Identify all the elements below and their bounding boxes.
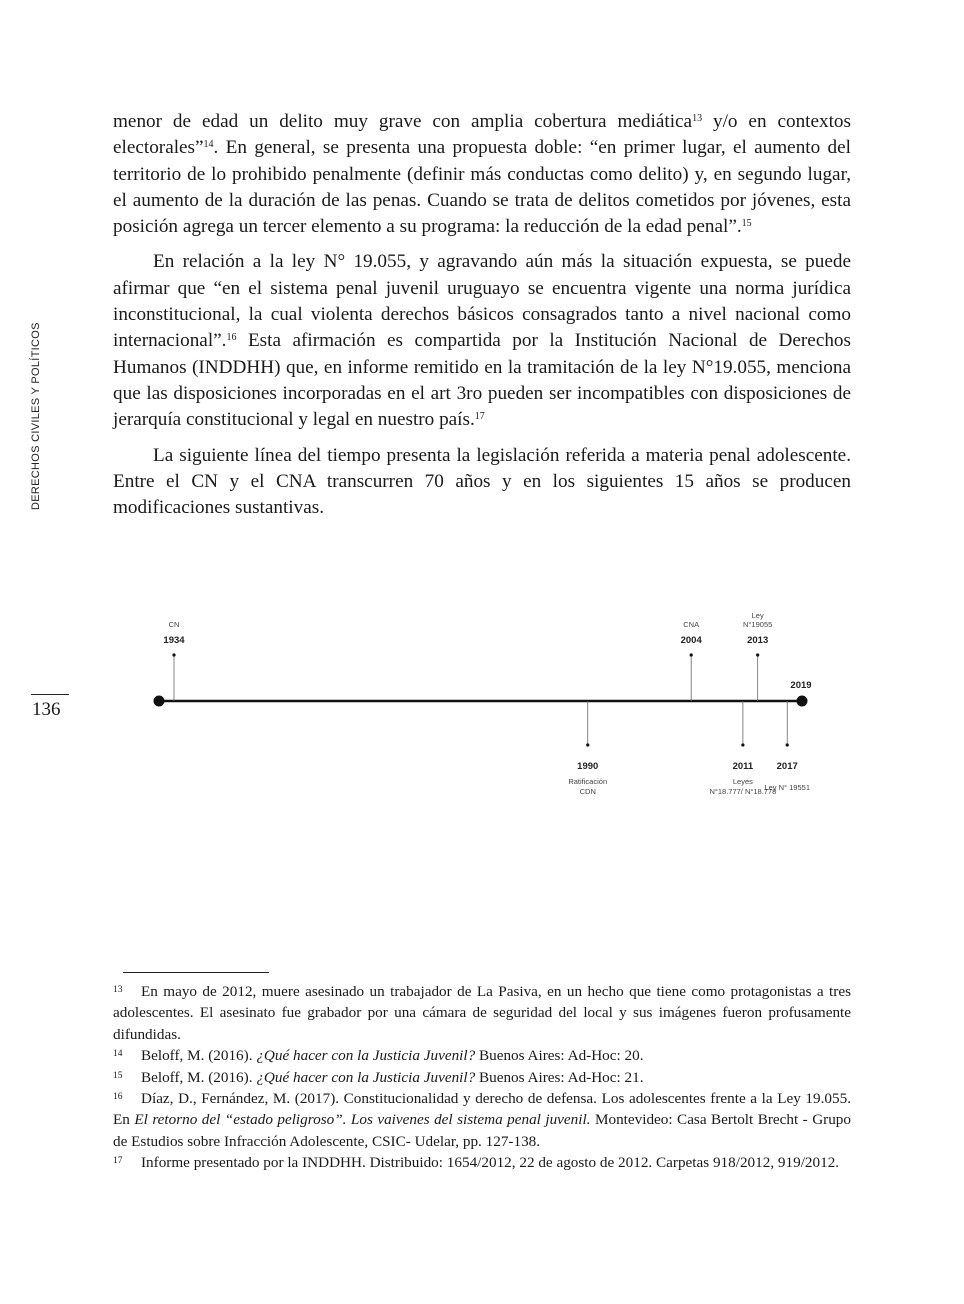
paragraph-2: En relación a la ley N° 19.055, y agravando aún más la situación expuesta, se puede afirmar que “en el sistema penal juvenil uruguayo se encuentra vigente una norma jurídica inconstitucional, la cual violenta derechos básicos consagrados tanto a nivel nacional como internacional”.$^{16}$ Esta afirmación es compartida por la Institución Nacional de Derechos Humanos (INDDHH) que, en informe remitido en la tramitación de la ley N°19.055, menciona que las disposiciones incorporadas en el art 3ro pueden ser incompatibles con disposiciones de jerarquía constitucional y legal en nuestro país.$^{17}$	[113, 251, 851, 431]
footnote-ref-15: 15	[741, 218, 752, 230]
footnote-number: 15	[113, 1070, 123, 1081]
paragraph-3: La siguiente línea del tiempo presenta la legislación referida a materia penal adolescente. Entre el CN y el CNA transcurren 70 años y en los siguientes 15 años se producen modificaciones sustantivas.	[113, 444, 851, 519]
body-text	[113, 109, 851, 530]
footnote-number: 17	[113, 1156, 123, 1167]
page-number-rule	[31, 694, 69, 695]
timeline-year-label: 1990	[577, 761, 599, 772]
footnote-text: Buenos Aires: Ad-Hoc: 20.	[475, 1047, 644, 1065]
footnote-16	[113, 1088, 851, 1152]
page-number: 136	[32, 699, 61, 720]
timeline-start-dot	[154, 696, 165, 707]
footnote-17	[113, 1152, 851, 1173]
timeline-tick-dot	[690, 653, 693, 656]
footnote-title: ¿Qué hacer con la Justicia Juvenil?	[256, 1068, 476, 1086]
footnote-text: Montevideo: Casa Bertolt Brecht - Grupo de Estudios sobre Infracción Adolescente, CSIC- Udelar, pp. 127-138.	[113, 1111, 851, 1150]
timeline-event-label: CNA	[683, 620, 700, 629]
timeline-events	[163, 611, 810, 796]
section-label: DERECHOS CIVILES Y POLÍTICOS	[30, 322, 42, 510]
timeline-tick-dot	[741, 743, 744, 746]
footnote-number: 16	[113, 1092, 123, 1103]
timeline-year-label: 2004	[680, 635, 702, 646]
timeline-tick-dot	[756, 653, 759, 656]
footnote-title: El retorno del “estado peligroso”. Los vaivenes del sistema penal juvenil.	[134, 1111, 591, 1129]
timeline-event-label: Ley N° 19551	[764, 783, 810, 792]
timeline-end-year: 2019	[790, 680, 812, 691]
paragraph-1: menor de edad un delito muy grave con amplia cobertura mediática$^{13}$ y/o en contextos electorales”$^{14}$. En general, se presenta una propuesta doble: “en primer lugar, el aumento del territorio de lo prohibido penalmente (definir más conductas como delito) y, en segundo lugar, el aumento de la duración de las penas. Cuando se trata de delitos cometidos por jóvenes, esta posición agrega un tercer elemento a su programa: la reducción de la edad penal”.$^{15}$	[113, 111, 851, 238]
footnote-text: Díaz, D., Fernández, M. (2017). Constitucionalidad y derecho de defensa. Los adolescentes frente a la Ley 19.055. En	[113, 1090, 851, 1129]
timeline-tick-dot	[172, 653, 175, 656]
footnote-rule	[123, 972, 269, 973]
timeline-event-label: CN	[168, 620, 180, 629]
timeline-year-label: 2013	[747, 635, 769, 646]
timeline-figure	[140, 600, 840, 820]
footnote-text: Beloff, M. (2016).	[141, 1047, 257, 1065]
footnote-ref-14: 14	[203, 139, 214, 151]
footnote-13	[113, 981, 851, 1045]
footnotes	[113, 981, 851, 1174]
timeline-event-label: Ley N°19055	[743, 611, 773, 629]
timeline-event-label: Leyes N°18.777/ N°18.778	[709, 777, 777, 796]
footnote-text: Buenos Aires: Ad-Hoc: 21.	[475, 1068, 644, 1086]
footnote-title: ¿Qué hacer con la Justicia Juvenil?	[256, 1047, 476, 1065]
timeline-tick-dot	[786, 743, 789, 746]
footnote-ref-16: 16	[226, 332, 237, 344]
timeline-svg	[140, 600, 840, 820]
footnote-number: 13	[113, 985, 123, 995]
timeline-year-label: 2011	[732, 761, 754, 772]
footnote-ref-17: 17	[474, 411, 485, 423]
footnote-text: Informe presentado por la INDDHH. Distribuido: 1654/2012, 22 de agosto de 2012. Carpetas 918/2012, 919/2012.	[141, 1154, 840, 1172]
footnote-text: En mayo de 2012, muere asesinado un trabajador de La Pasiva, en un hecho que tiene como protagonistas a tres adolescentes. El asesinato fue grabador por una cámara de seguridad del local y sus imágenes fueron profusamente difundidas.	[113, 983, 851, 1043]
timeline-tick-dot	[586, 743, 589, 746]
timeline-year-label: 2017	[776, 761, 798, 772]
footnote-ref-13: 13	[692, 113, 703, 124]
footnote-text: Beloff, M. (2016).	[141, 1068, 257, 1086]
footnote-14	[113, 1045, 851, 1066]
footnote-15	[113, 1067, 851, 1088]
timeline-event-label: Ratificación CDN	[568, 777, 608, 796]
timeline-end-dot	[797, 696, 808, 707]
footnote-number: 14	[113, 1049, 123, 1060]
timeline-year-label: 1934	[163, 635, 185, 646]
